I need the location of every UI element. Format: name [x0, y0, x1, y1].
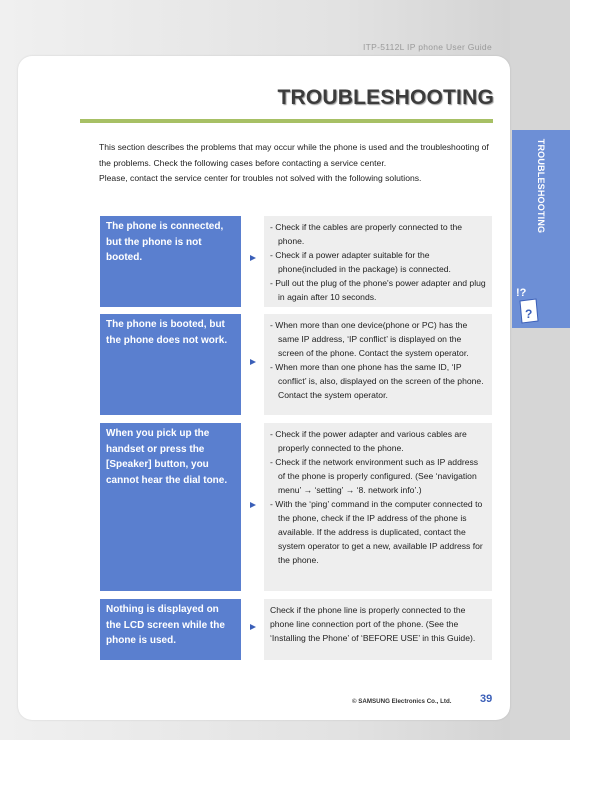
solution-cell [264, 216, 492, 307]
intro-paragraph-1: This section describes the problems that may occur while the phone is used and the troubleshooting of the problems. Check the following cases before contacting a service center. [99, 142, 489, 168]
trouble-row-4 [100, 599, 492, 660]
problem-cell: When you pick up the handset or press the [Speaker] button, you cannot hear the dial tone. [100, 423, 241, 591]
arrow-icon [250, 624, 256, 630]
arrow-icon [250, 359, 256, 365]
trouble-row-3 [100, 423, 492, 591]
arrow-icon [250, 255, 256, 261]
side-tab-label: TROUBLESHOOTING [536, 138, 546, 234]
solution-cell [264, 314, 492, 415]
intro-text [99, 140, 491, 187]
solution-item: - Pull out the plug of the phone's power adapter and plug in again after 10 seconds. [270, 278, 486, 302]
solution-item: - Check if the power adapter and various cables are properly connected to the phone. [270, 429, 467, 453]
help-question-glyph: ? [525, 307, 533, 321]
title-underline [80, 119, 493, 123]
intro-paragraph-2: Please, contact the service center for troubles not solved with the following solutions. [99, 173, 422, 183]
page-number: 39 [480, 693, 493, 705]
solution-cell [264, 599, 492, 660]
page-title: TROUBLESHOOTING [277, 86, 494, 109]
solution-item: - When more than one device(phone or PC) has the same IP address, ‘IP conflict’ is displayed on the screen of the phone. Contact the system operator. [270, 320, 469, 358]
solution-item: Check if the phone line is properly connected to the phone line connection port of the phone. (See the ‘Installing the Phone’ of ‘BEFORE USE’ in this Guide). [270, 605, 476, 643]
help-mark-label: !? [516, 287, 527, 299]
solution-item: - Check if the cables are properly connected to the phone. [270, 222, 463, 246]
problem-cell: The phone is booted, but the phone does not work. [100, 314, 241, 415]
problem-cell: Nothing is displayed on the LCD screen while the phone is used. [100, 599, 241, 660]
trouble-row-1 [100, 216, 492, 307]
help-book-icon [514, 284, 542, 324]
solution-item: - Check if a power adapter suitable for the phone(included in the package) is connected. [270, 250, 451, 274]
solution-item: - Check if the network environment such as IP address of the phone is properly configured. (See ‘navigation menu’ → ‘setting’ → ‘8. network info’.) [270, 457, 479, 495]
solution-item: - When more than one phone has the same ID, ‘IP conflict’ is, also, displayed on the screen of the phone. Contact the system operator. [270, 362, 484, 400]
arrow-icon [250, 502, 256, 508]
copyright-text: © SAMSUNG Electronics Co., Ltd. [352, 698, 452, 705]
solution-item: - With the ‘ping’ command in the computer connected to the phone, check if the IP address of the phone is available. If the address is duplicated, contact the system operator to get a new, available IP address for the phone. [270, 499, 483, 565]
problem-cell: The phone is connected, but the phone is not booted. [100, 216, 241, 307]
solution-cell [264, 423, 492, 591]
right-margin-strip [510, 0, 570, 740]
trouble-row-2 [100, 314, 492, 415]
guide-title: ITP-5112L IP phone User Guide [362, 42, 492, 52]
